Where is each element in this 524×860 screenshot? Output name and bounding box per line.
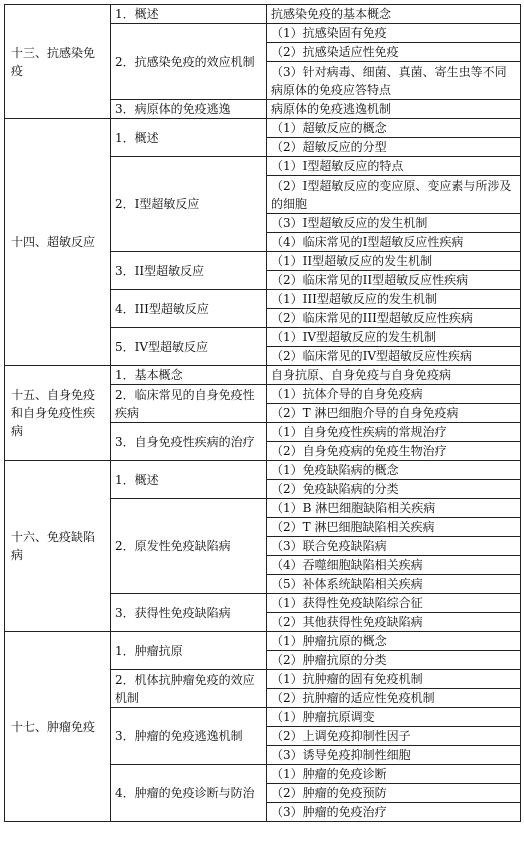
table-row — [5, 5, 521, 24]
point-cell: （1）超敏反应的概念 — [267, 119, 521, 138]
subsection-cell: 3．自身免疫性疾病的治疗 — [111, 423, 267, 461]
point-cell: （2）免疫缺陷病的分类 — [267, 480, 521, 499]
syllabus-table-body — [5, 5, 521, 822]
subsection-cell: 3．病原体的免疫逃逸 — [111, 100, 267, 119]
point-cell: （1）抗体介导的自身免疫病 — [267, 385, 521, 404]
point-cell: （3）联合免疫缺陷病 — [267, 537, 521, 556]
point-cell: （1）II型超敏反应的发生机制 — [267, 252, 521, 271]
point-cell: 抗感染免疫的基本概念 — [267, 5, 521, 24]
point-cell: （1）肿瘤抗原调变 — [267, 708, 521, 727]
subsection-cell: 2．临床常见的自身免疫性疾病 — [111, 385, 267, 423]
subsection-cell: 4．肿瘤的免疫诊断与防治 — [111, 765, 267, 822]
subsection-cell: 1．概述 — [111, 461, 267, 499]
point-cell: （2）自身免疫病的免疫生物治疗 — [267, 442, 521, 461]
subsection-cell: 2．抗感染免疫的效应机制 — [111, 24, 267, 100]
point-cell: （1）抗感染固有免疫 — [267, 24, 521, 43]
point-cell: （2）肿瘤抗原的分类 — [267, 651, 521, 670]
section-title-cell: 十四、超敏反应 — [5, 119, 111, 366]
point-cell: （2）T 淋巴细胞缺陷相关疾病 — [267, 518, 521, 537]
point-cell: （1）肿瘤抗原的概念 — [267, 632, 521, 651]
subsection-cell: 4．III型超敏反应 — [111, 290, 267, 328]
point-cell: （1）III型超敏反应的发生机制 — [267, 290, 521, 309]
subsection-cell: 3．肿瘤的免疫逃逸机制 — [111, 708, 267, 765]
subsection-cell: 2．机体抗肿瘤免疫的效应机制 — [111, 670, 267, 708]
subsection-cell: 2．I型超敏反应 — [111, 157, 267, 252]
point-cell: （4）临床常见的I型超敏反应性疾病 — [267, 233, 521, 252]
point-cell: （4）吞噬细胞缺陷相关疾病 — [267, 556, 521, 575]
point-cell: （3）诱导免疫抑制性细胞 — [267, 746, 521, 765]
subsection-cell: 2．原发性免疫缺陷病 — [111, 499, 267, 594]
section-title-cell: 十七、肿瘤免疫 — [5, 632, 111, 822]
subsection-cell: 1．概述 — [111, 5, 267, 24]
subsection-cell: 3．获得性免疫缺陷病 — [111, 594, 267, 632]
point-cell: （3）肿瘤的免疫治疗 — [267, 803, 521, 822]
point-cell: （2）I型超敏反应的变应原、变应素与所涉及的细胞 — [267, 176, 521, 214]
point-cell: 自身抗原、自身免疫与自身免疫病 — [267, 366, 521, 385]
point-cell: （5）补体系统缺陷相关疾病 — [267, 575, 521, 594]
point-cell: （1）I型超敏反应的特点 — [267, 157, 521, 176]
point-cell: （1）自身免疫性疾病的常规治疗 — [267, 423, 521, 442]
section-title-cell: 十五、自身免疫和自身免疫性疾病 — [5, 366, 111, 461]
point-cell: （2）抗感染适应性免疫 — [267, 43, 521, 62]
point-cell: （1）IV型超敏反应的发生机制 — [267, 328, 521, 347]
point-cell: （1）B 淋巴细胞缺陷相关疾病 — [267, 499, 521, 518]
point-cell: （2）临床常见的II型超敏反应性疾病 — [267, 271, 521, 290]
subsection-cell: 1．概述 — [111, 119, 267, 157]
point-cell: （1）获得性免疫缺陷综合征 — [267, 594, 521, 613]
subsection-cell: 3．II型超敏反应 — [111, 252, 267, 290]
subsection-cell: 1．基本概念 — [111, 366, 267, 385]
section-title-cell: 十三、抗感染免疫 — [5, 5, 111, 119]
point-cell: （2）上调免疫抑制性因子 — [267, 727, 521, 746]
point-cell: 病原体的免疫逃逸机制 — [267, 100, 521, 119]
point-cell: （2）T 淋巴细胞介导的自身免疫病 — [267, 404, 521, 423]
point-cell: （2）超敏反应的分型 — [267, 138, 521, 157]
point-cell: （3）I型超敏反应的发生机制 — [267, 214, 521, 233]
point-cell: （2）抗肿瘤的适应性免疫机制 — [267, 689, 521, 708]
section-title-cell: 十六、免疫缺陷病 — [5, 461, 111, 632]
point-cell: （3）针对病毒、细菌、真菌、寄生虫等不同病原体的免疫应答特点 — [267, 62, 521, 100]
point-cell: （2）临床常见的III型超敏反应性疾病 — [267, 309, 521, 328]
table-row — [5, 119, 521, 138]
point-cell: （2）其他获得性免疫缺陷病 — [267, 613, 521, 632]
point-cell: （2）肿瘤的免疫预防 — [267, 784, 521, 803]
point-cell: （1）肿瘤的免疫诊断 — [267, 765, 521, 784]
point-cell: （1）免疫缺陷病的概念 — [267, 461, 521, 480]
table-row — [5, 461, 521, 480]
point-cell: （1）抗肿瘤的固有免疫机制 — [267, 670, 521, 689]
point-cell: （2）临床常见的IV型超敏反应性疾病 — [267, 347, 521, 366]
subsection-cell: 5．IV型超敏反应 — [111, 328, 267, 366]
table-row — [5, 366, 521, 385]
subsection-cell: 1．肿瘤抗原 — [111, 632, 267, 670]
syllabus-table — [4, 4, 521, 822]
table-row — [5, 632, 521, 651]
